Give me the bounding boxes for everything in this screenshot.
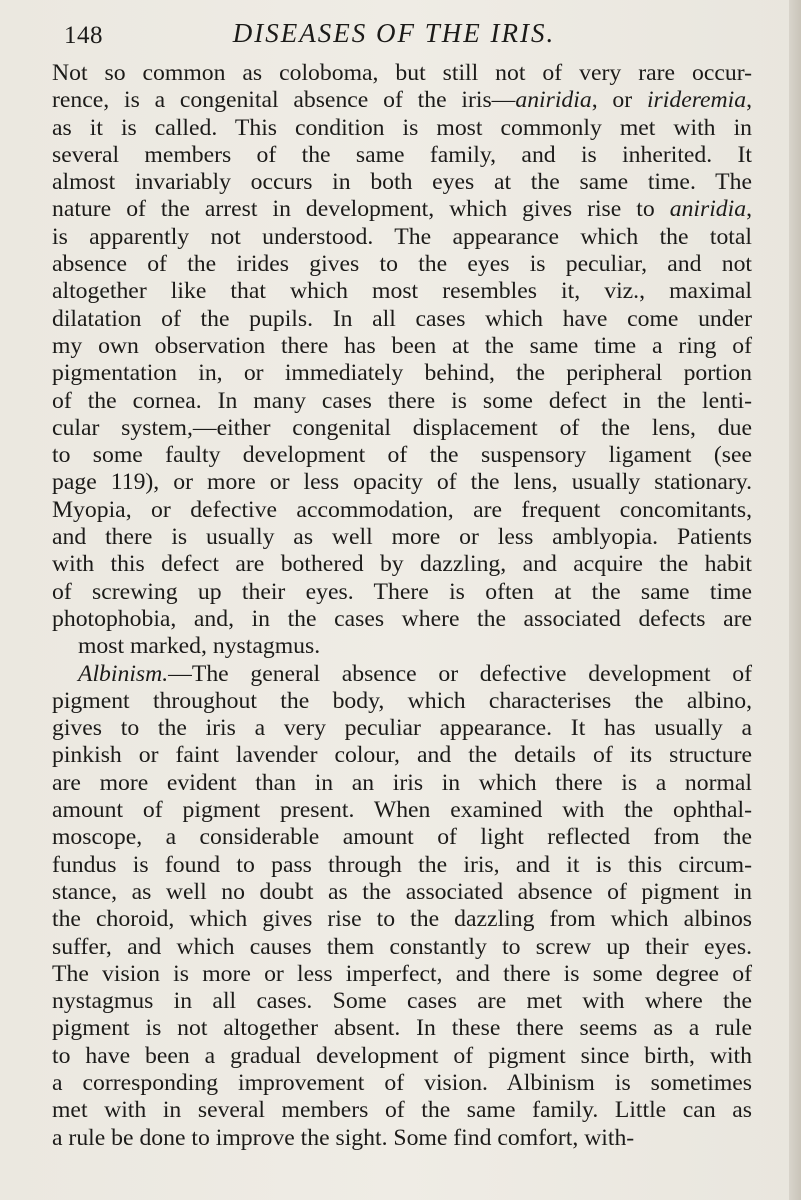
text-line: dilatation of the pupils. In all cases which have come under	[52, 305, 752, 332]
text-line: with this defect are bothered by dazzling, and acquire the habit	[52, 551, 752, 578]
paragraph-albinism	[52, 661, 752, 1152]
text-line: altogether like that which most resembles it, viz., maximal	[52, 278, 752, 305]
text-line: fundus is found to pass through the iris, and it is this circum-	[52, 851, 752, 878]
body-text	[52, 60, 752, 1152]
text-line: rence, is a congenital absence of the iris—aniridia, or irideremia,	[52, 87, 753, 114]
text-line: the choroid, which gives rise to the dazzling from which albinos	[52, 906, 752, 933]
text-line: most marked, nystagmus.	[78, 633, 321, 660]
text-line: my own observation there has been at the same time a ring of	[52, 332, 752, 359]
running-head: DISEASES OF THE IRIS.	[232, 18, 556, 48]
text-line: Albinism.—The general absence or defective development of	[78, 660, 752, 687]
text-line: The vision is more or less imperfect, and there is some degree of	[52, 960, 752, 987]
text-line: pinkish or faint lavender colour, and the details of its structure	[52, 742, 752, 769]
text-line: pigmentation in, or immediately behind, the peripheral portion	[52, 360, 752, 387]
text-line: met with in several members of the same family. Little can as	[52, 1097, 752, 1124]
text-line: amount of pigment present. When examined with the ophthal-	[52, 797, 752, 824]
text-line: is apparently not understood. The appearance which the total	[52, 223, 752, 250]
text-line: to have been a gradual development of pigment since birth, with	[52, 1042, 752, 1069]
text-line: page 119), or more or less opacity of the lens, usually stationary.	[52, 469, 752, 496]
text-line: to some faulty development of the suspensory ligament (see	[52, 442, 752, 469]
text-line: suffer, and which causes them constantly to screw up their eyes.	[52, 933, 752, 960]
text-line: Not so common as coloboma, but still not of very rare occur-	[52, 60, 752, 86]
text-line: stance, as well no doubt as the associated absence of pigment in	[52, 878, 752, 905]
text-line: cular system,—either congenital displacement of the lens, due	[52, 414, 752, 441]
text-line: absence of the irides gives to the eyes is peculiar, and not	[52, 251, 752, 278]
page-number: 148	[64, 22, 103, 49]
text-line: a corresponding improvement of vision. Albinism is sometimes	[52, 1069, 752, 1096]
text-line: Myopia, or defective accommodation, are frequent concomitants,	[52, 496, 752, 523]
text-line: almost invariably occurs in both eyes at the same time. The	[52, 169, 752, 196]
text-line: nature of the arrest in development, which gives rise to aniridia,	[52, 196, 752, 223]
text-line: of screwing up their eyes. There is often at the same time	[52, 578, 752, 605]
text-line: a rule be done to improve the sight. Some find comfort, with-	[52, 1124, 635, 1151]
text-line: nystagmus in all cases. Some cases are met with where the	[52, 988, 752, 1015]
text-line: as it is called. This condition is most commonly met with in	[52, 114, 752, 141]
text-line: gives to the iris a very peculiar appearance. It has usually a	[52, 715, 752, 742]
text-line: are more evident than in an iris in which there is a normal	[52, 769, 752, 796]
text-line: and there is usually as well more or less amblyopia. Patients	[52, 524, 752, 551]
page-edge-shadow	[789, 0, 801, 1200]
text-line: several members of the same family, and is inherited. It	[52, 141, 752, 168]
text-line: moscope, a considerable amount of light reflected from the	[52, 824, 752, 851]
text-line: pigment throughout the body, which characterises the albino,	[52, 687, 752, 714]
text-line: photophobia, and, in the cases where the associated defects are	[52, 605, 752, 632]
text-line: pigment is not altogether absent. In these there seems as a rule	[52, 1015, 752, 1042]
paragraph-aniridia	[52, 60, 752, 661]
text-line: of the cornea. In many cases there is some defect in the lenti-	[52, 387, 752, 414]
page-header	[64, 14, 724, 54]
